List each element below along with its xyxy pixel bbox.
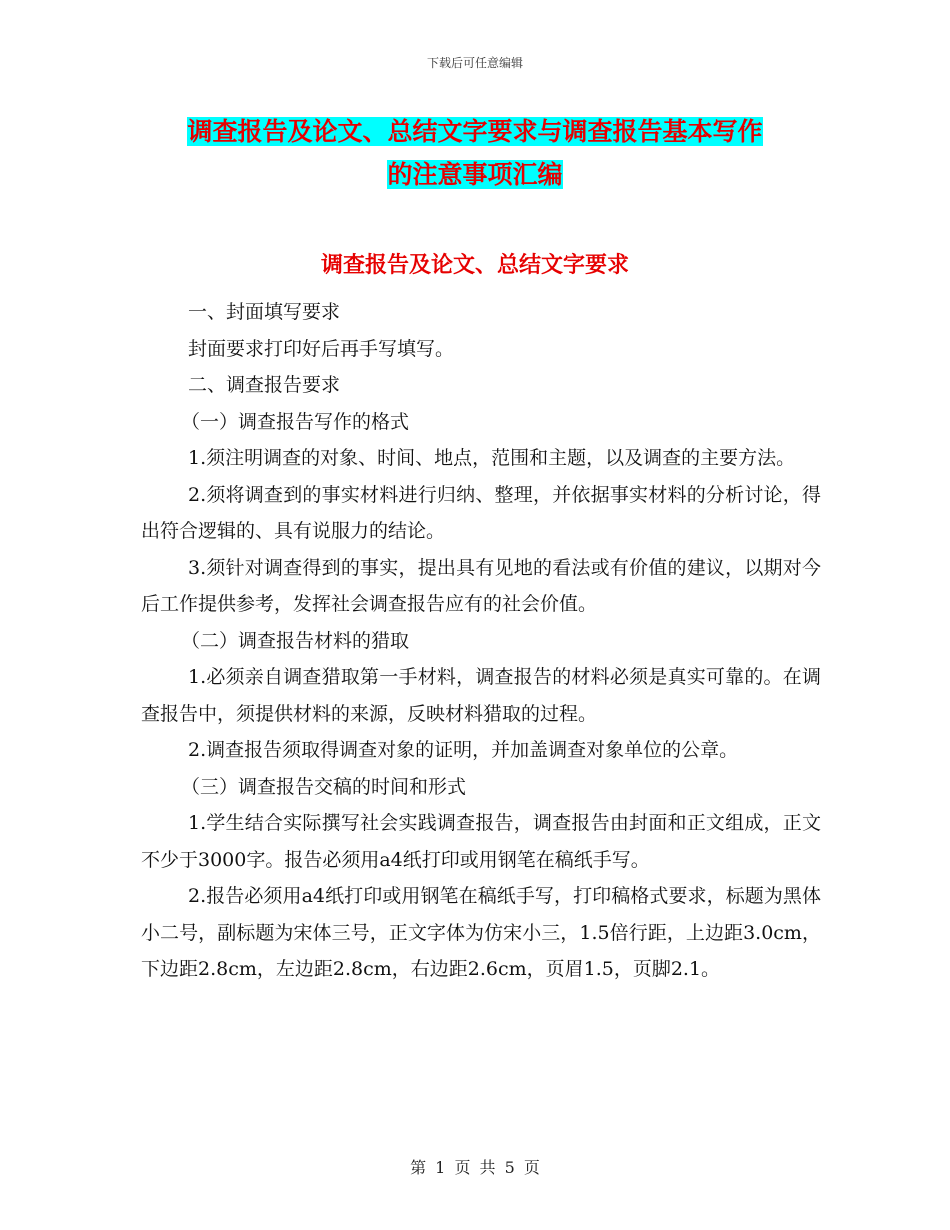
paragraph: 2.调查报告须取得调查对象的证明，并加盖调查对象单位的公章。 bbox=[188, 739, 739, 761]
heading-report-requirements: 二、调查报告要求 bbox=[188, 374, 341, 396]
paragraph: 1.学生结合实际撰写社会实践调查报告，调查报告由封面和正文组成，正文不少于3000字。报告必须用a4纸打印或用钢笔在稿纸手写。 bbox=[141, 812, 821, 871]
page-footer: 第 1 页 共 5 页 bbox=[410, 1158, 540, 1177]
paragraph: 3.须针对调查得到的事实，提出具有见地的看法或有价值的建议，以期对今后工作提供参考，发挥社会调查报告应有的社会价值。 bbox=[141, 556, 821, 615]
paragraph: 1.必须亲自调查猎取第一手材料，调查报告的材料必须是真实可靠的。在调查报告中，须提供材料的来源，反映材料猎取的过程。 bbox=[141, 666, 821, 725]
paragraph: 封面要求打印好后再手写填写。 bbox=[188, 337, 455, 360]
subheading-materials: （二）调查报告材料的猎取 bbox=[181, 629, 410, 652]
document-title-line-1: 调查报告及论文、总结文字要求与调查报告基本写作 bbox=[187, 117, 763, 146]
heading-cover-requirements: 一、封面填写要求 bbox=[188, 301, 341, 323]
header-note: 下载后可任意编辑 bbox=[426, 56, 523, 70]
subheading-format: （一）调查报告写作的格式 bbox=[181, 410, 410, 433]
subheading-submission: （三）调查报告交稿的时间和形式 bbox=[181, 775, 467, 798]
document-title-line-2: 的注意事项汇编 bbox=[387, 160, 563, 189]
paragraph: 2.报告必须用a4纸打印或用钢笔在稿纸手写，打印稿格式要求，标题为黑体小二号，副标题为宋体三号，正文字体为仿宋小三，1.5倍行距，上边距3.0cm，下边距2.8cm，左边距2.8cm，右边距2.6cm，页眉1.5，页脚2.1。 bbox=[141, 885, 821, 980]
paragraph: 1.须注明调查的对象、时间、地点，范围和主题，以及调查的主要方法。 bbox=[188, 447, 796, 469]
document-title bbox=[0, 110, 950, 196]
paragraph: 2.须将调查到的事实材料进行归纳、整理，并依据事实材料的分析讨论，得出符合逻辑的、具有说服力的结论。 bbox=[141, 483, 821, 542]
section-title: 调查报告及论文、总结文字要求 bbox=[320, 253, 629, 278]
body-text bbox=[141, 294, 821, 988]
